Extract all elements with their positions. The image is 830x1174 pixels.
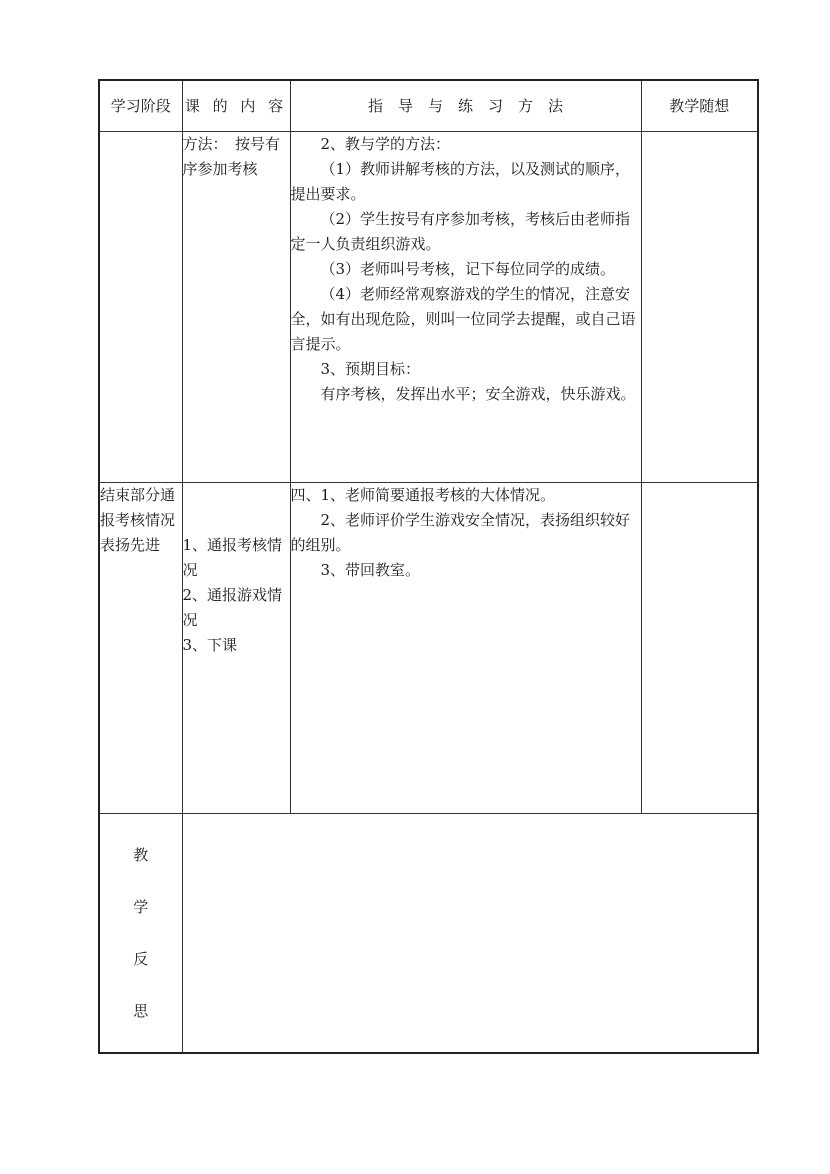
header-row xyxy=(99,80,758,132)
reflection-char: 思 xyxy=(133,1002,149,1020)
method-line: 3、预期目标： xyxy=(320,360,421,378)
notes-cell xyxy=(641,132,758,483)
method-line: （4）老师经常观察游戏的学生的情况，注意安全，如有出现危险，则叫一位同学去提醒，或自己语言提示。 xyxy=(290,285,636,353)
method-line: 2、教与学的方法： xyxy=(320,135,451,153)
content-line: 3、下课 xyxy=(182,636,238,654)
content-line: 2、通报游戏情况 xyxy=(182,586,283,629)
method-cell xyxy=(290,483,641,814)
reflection-label xyxy=(99,814,182,1054)
method-line: （1）教师讲解考核的方法，以及测试的顺序，提出要求。 xyxy=(290,160,631,203)
method-cell xyxy=(290,132,641,483)
notes-cell xyxy=(641,483,758,814)
header-notes: 教学随想 xyxy=(641,80,758,132)
header-stage: 学习阶段 xyxy=(99,80,182,132)
table-row xyxy=(99,132,758,483)
reflection-row xyxy=(99,814,758,1054)
method-line: 四、1、老师简要通报考核的大体情况。 xyxy=(290,486,556,504)
header-method: 指 导 与 练 习 方 法 xyxy=(290,80,641,132)
method-line: 2、老师评价学生游戏安全情况，表扬组织较好的组别。 xyxy=(290,511,631,554)
content-cell xyxy=(182,132,290,483)
method-line: 3、带回教室。 xyxy=(320,561,421,579)
stage-cell xyxy=(99,483,182,814)
content-line: 1、通报考核情况 xyxy=(182,536,283,579)
lesson-plan-table xyxy=(98,79,759,1054)
content-cell xyxy=(182,483,290,814)
header-content: 课 的 内 容 xyxy=(182,80,290,132)
method-line: 有序考核，发挥出水平；安全游戏，快乐游戏。 xyxy=(320,385,636,403)
reflection-char: 学 xyxy=(133,898,149,916)
reflection-content xyxy=(182,814,758,1054)
method-line: （3）老师叫号考核，记下每位同学的成绩。 xyxy=(320,260,616,278)
reflection-char: 反 xyxy=(133,950,149,968)
content-text: 方法： 按号有序参加考核 xyxy=(182,135,281,178)
stage-text: 结束部分通报考核情况表扬先进 xyxy=(100,486,176,554)
stage-cell xyxy=(99,132,182,483)
reflection-char: 教 xyxy=(133,846,149,864)
method-line: （2）学生按号有序参加考核，考核后由老师指定一人负责组织游戏。 xyxy=(290,210,631,253)
table-row xyxy=(99,483,758,814)
